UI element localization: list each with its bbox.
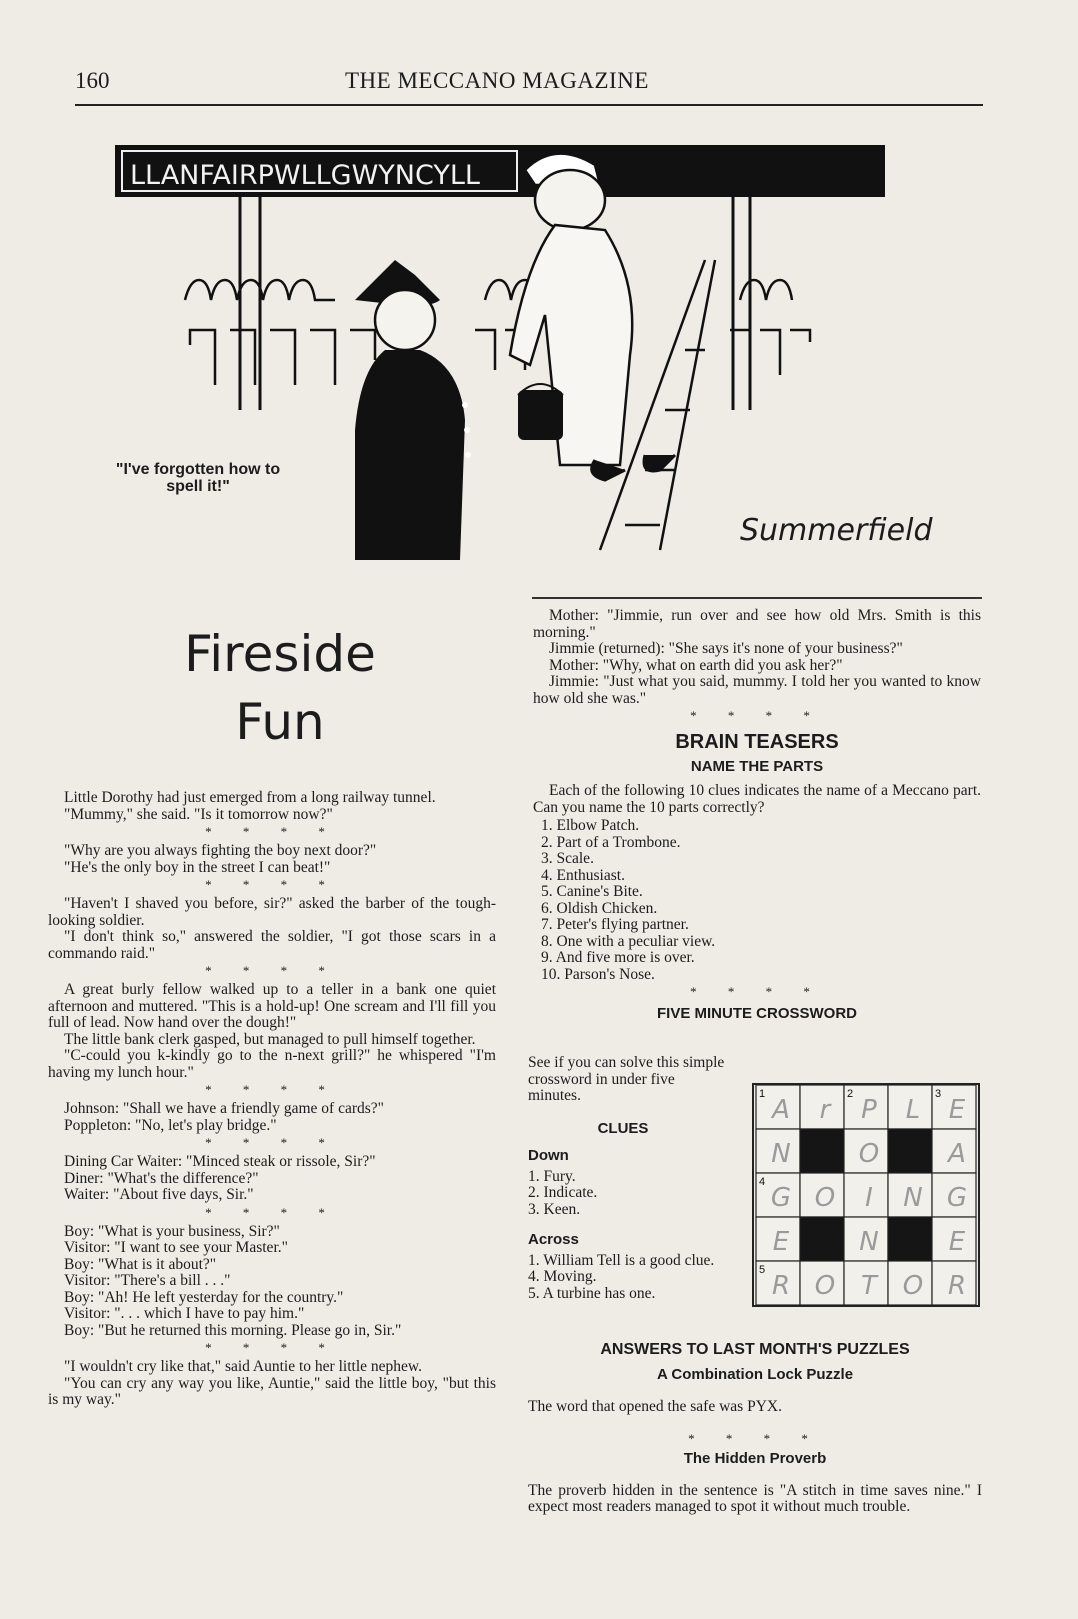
crossword-pencil-letter: P [861, 1095, 877, 1125]
joke-line: "Haven't I shaved you before, sir?" asked the barber of the tough-looking soldier. [48, 895, 496, 929]
proverb-title: The Hidden Proverb [683, 1449, 827, 1467]
joke-line: Visitor: "I want to see your Master." [64, 1239, 288, 1256]
guard-head [375, 290, 435, 350]
divider-stars: * * * * [690, 708, 824, 723]
crossword-pencil-letter: T [861, 1271, 877, 1301]
crossword-pencil-letter: N [903, 1183, 923, 1213]
crossword-pencil-letter: L [905, 1095, 921, 1125]
divider-stars: * * * * [690, 984, 824, 999]
divider-stars: * * * * [205, 877, 339, 892]
joke-line: Poppleton: "No, let's play bridge." [64, 1116, 277, 1134]
magazine-title: THE MECCANO MAGAZINE [345, 68, 649, 93]
guard-body [355, 350, 465, 560]
crossword-pencil-letter: R [771, 1271, 791, 1301]
joke-line: Waiter: "About five days, Sir." [64, 1186, 254, 1203]
answers-title: ANSWERS TO LAST MONTH'S PUZZLES [600, 1341, 910, 1358]
painter-head [535, 170, 605, 230]
divider-stars: * * * * [205, 824, 339, 839]
name-the-parts-title: NAME THE PARTS [690, 757, 824, 775]
divider-stars: * * * * [205, 1204, 339, 1220]
crossword-black-cell [888, 1217, 932, 1261]
crossword-pencil-letter: A [948, 1139, 966, 1169]
crossword-number: 4 [759, 1176, 766, 1188]
joke-line: Boy: "Ah! He left yesterday for the country." [64, 1288, 344, 1306]
brain-teasers-title: BRAIN TEASERS [675, 731, 839, 753]
divider-stars: * * * * [205, 1135, 339, 1150]
crossword-pencil-letter: G [770, 1183, 792, 1213]
divider-stars: * * * * [205, 1082, 339, 1097]
title-line-1: Fireside [184, 625, 376, 683]
joke-line: "C-could you k-kindly go to the n-next grill?" he whispered "I'm having my lunch hour." [48, 1047, 496, 1081]
joke-line: "Mummy," she said. "Is it tomorrow now?" [64, 805, 333, 823]
crossword-pencil-letter: O [858, 1139, 880, 1169]
crossword-pencil-letter: O [814, 1271, 836, 1301]
joke-line: "I don't think so," answered the soldier, "I got those scars in a commando raid." [48, 928, 496, 962]
crossword-grid[interactable] [752, 1083, 980, 1307]
list-item: 8. One with a peculiar view. [541, 932, 716, 950]
across-label: Across [528, 1231, 579, 1248]
joke-line: Visitor: ". . . which I have to pay him." [64, 1305, 305, 1322]
paint-pot [518, 390, 563, 440]
clue-item: 2. Indicate. [528, 1184, 598, 1201]
crossword-pencil-letter: E [772, 1227, 790, 1257]
list-item: 6. Oldish Chicken. [541, 899, 658, 917]
fireside-fun-title [150, 620, 410, 756]
crossword-pencil-letter: O [902, 1271, 924, 1301]
joke-line: "You can cry any way you like, Auntie," said the little boy, "but this is my way." [48, 1374, 496, 1408]
list-item: 5. Canine's Bite. [541, 883, 643, 900]
list-item: 2. Part of a Trombone. [541, 833, 681, 851]
joke-line: Visitor: "There's a bill . . ." [64, 1272, 231, 1289]
joke-line: Boy: "But he returned this morning. Please go in, Sir." [64, 1321, 402, 1339]
crossword-pencil-letter: N [859, 1227, 879, 1257]
down-clues [528, 1148, 718, 1218]
artist-signature: Summerfield [740, 513, 933, 548]
list-item: 9. And five more is over. [541, 949, 695, 966]
divider-stars: * * * * [688, 1430, 822, 1446]
crossword-number: 5 [759, 1264, 766, 1276]
clue-item: 5. A turbine has one. [528, 1284, 656, 1302]
proverb-text: The proverb hidden in the sentence is "A stitch in time saves nine." I expect most readers managed to spot it without much trouble. [528, 1481, 982, 1515]
down-label: Down [528, 1147, 569, 1164]
crossword-pencil-letter: R [947, 1271, 967, 1301]
left-column-jokes [48, 790, 496, 1409]
joke-line: Johnson: "Shall we have a friendly game of cards?" [64, 1100, 384, 1117]
joke-line: Boy: "What is it about?" [64, 1255, 217, 1273]
lock-puzzle-text: The word that opened the safe was PYX. [528, 1397, 782, 1415]
list-item: 1. Elbow Patch. [541, 817, 640, 834]
answers-section [528, 1338, 982, 1531]
crossword-black-cell [888, 1129, 932, 1173]
crossword-intro [528, 1055, 728, 1105]
title-line-2: Fun [235, 693, 325, 751]
clue-item: 1. Fury. [528, 1167, 576, 1185]
crossword-pencil-letter: A [772, 1095, 790, 1125]
crossword-black-cell [800, 1217, 844, 1261]
right-column [533, 608, 981, 1031]
crossword-pencil-letter: E [948, 1227, 966, 1257]
clue-item: 1. William Tell is a good clue. [528, 1251, 715, 1269]
list-item: 7. Peter's flying partner. [541, 916, 689, 933]
page-number: 160 [75, 68, 110, 93]
clue-item: 4. Moving. [528, 1268, 597, 1285]
joke-line: Mother: "Why, what on earth did you ask her?" [549, 656, 843, 674]
joke-line: Little Dorothy had just emerged from a long railway tunnel. [64, 789, 436, 806]
crossword-intro-text: See if you can solve this simple crossword in under five minutes. [528, 1054, 725, 1104]
name-parts-list [533, 818, 981, 983]
crossword-pencil-letter: E [948, 1095, 966, 1125]
list-item: 3. Scale. [541, 850, 594, 867]
joke-line: A great burly fellow walked up to a teller in a bank one quiet afternoon and muttered. "This is a hold-up! One scream and I'll fill you full of lead. Now hand over the dough!" [48, 981, 496, 1031]
joke-line: Mother: "Jimmie, run over and see how old Mrs. Smith is this morning." [533, 607, 981, 641]
sign-text: LLANFAIRPWLLGWYNCYLL [130, 160, 480, 191]
crossword-pencil-letter: r [819, 1095, 831, 1125]
lock-puzzle-title: A Combination Lock Puzzle [656, 1365, 854, 1383]
crossword-number: 3 [935, 1088, 942, 1100]
across-clues [528, 1232, 718, 1302]
crossword-pencil-letter: O [814, 1183, 836, 1213]
joke-line: "I wouldn't cry like that," said Auntie to her little nephew. [64, 1358, 422, 1375]
joke-line: Dining Car Waiter: "Minced steak or rissole, Sir?" [64, 1153, 376, 1170]
crossword-pencil-letter: N [771, 1139, 791, 1169]
joke-line: Jimmie (returned): "She says it's none of your business?" [549, 640, 903, 657]
column-rule [532, 597, 982, 599]
divider-stars: * * * * [205, 1340, 339, 1355]
joke-line: The little bank clerk gasped, but managed to pull himself together. [64, 1030, 476, 1048]
list-item: 10. Parson's Nose. [541, 965, 655, 983]
clue-item: 3. Keen. [528, 1200, 581, 1218]
crossword-number: 1 [759, 1088, 766, 1100]
joke-line: "Why are you always fighting the boy next door?" [64, 842, 377, 859]
name-parts-intro: Each of the following 10 clues indicates the name of a Meccano part. Can you name the 10 parts correctly? [533, 782, 981, 816]
crossword-black-cell [800, 1129, 844, 1173]
crossword-title: FIVE MINUTE CROSSWORD [656, 1005, 857, 1022]
crossword-pencil-letter: I [865, 1183, 873, 1213]
cartoon-caption: "I've forgotten how to spell it!" [115, 461, 281, 495]
joke-line: Diner: "What's the difference?" [64, 1169, 259, 1187]
list-item: 4. Enthusiast. [541, 866, 625, 884]
clues-title: CLUES [597, 1120, 649, 1137]
joke-line: "He's the only boy in the street I can beat!" [64, 858, 331, 876]
crossword-number: 2 [847, 1088, 854, 1100]
joke-line: Boy: "What is your business, Sir?" [64, 1222, 280, 1240]
divider-stars: * * * * [205, 963, 339, 978]
header-rule [75, 104, 983, 106]
crossword-pencil-letter: G [946, 1183, 968, 1213]
joke-line: Jimmie: "Just what you said, mummy. I told her you wanted to know how old she was." [533, 673, 981, 707]
